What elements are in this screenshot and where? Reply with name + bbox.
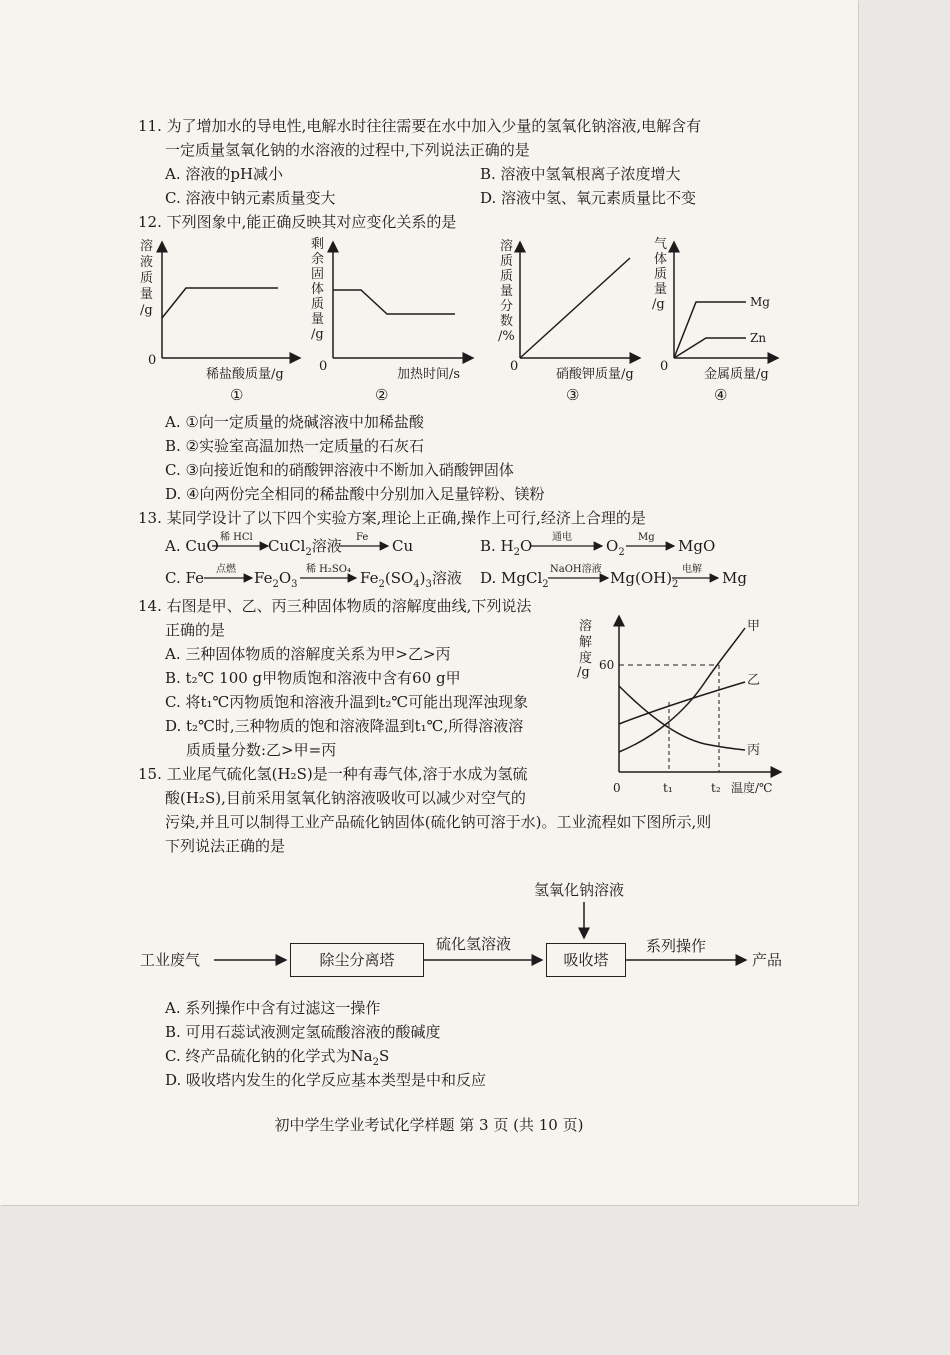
q13-d-product1 [610, 568, 678, 595]
flow-output-label: 产品 [752, 951, 783, 969]
option-text: C. 终产品硫化钠的化学式为Na [165, 1047, 373, 1065]
arrow-condition: 点燃 [216, 564, 236, 575]
q11-option-b: B. 溶液中氢氧根离子浓度增大 [480, 165, 681, 183]
origin-label: 0 [319, 359, 328, 374]
flow-arrow-1 [214, 952, 290, 968]
flow-box-absorber: 吸收塔 [546, 943, 626, 977]
formula: ) [419, 569, 426, 587]
q12-graph-2 [305, 236, 485, 406]
q14-solubility-graph [575, 612, 795, 808]
q13-c-product2 [360, 568, 462, 595]
q11-option-c: C. 溶液中钠元素质量变大 [165, 189, 336, 207]
q12-option-d: D. ④向两份完全相同的稀盐酸中分别加入足量锌粉、镁粉 [165, 485, 545, 503]
y-label: 量 [654, 282, 668, 297]
arrow-condition: 稀 H₂SO₄ [306, 564, 351, 575]
flow-box-dust-separator: 除尘分离塔 [290, 943, 424, 977]
q13-b-product1 [606, 536, 625, 563]
x-label: 稀盐酸质量/g [206, 367, 284, 382]
y-label: 体 [654, 252, 668, 267]
x-label: 硝酸钾质量/g [556, 367, 634, 382]
q11-option-a: A. 溶液的pH减小 [165, 165, 284, 183]
flow-naoh-input: 氢氧化钠溶液 [534, 881, 625, 899]
formula: 溶液 [431, 569, 462, 587]
q11-option-d: D. 溶液中氢、氧元素质量比不变 [480, 189, 697, 207]
q15-stem-line2: 酸(H₂S),目前采用氢氧化钠溶液吸收可以减少对空气的 [165, 789, 526, 807]
q13-a-product1 [268, 536, 342, 563]
y-label: 气 [654, 237, 668, 252]
origin-label: 0 [148, 353, 157, 368]
q14-option-a: A. 三种固体物质的溶解度关系为甲>乙>丙 [165, 645, 451, 663]
formula: Fe [254, 569, 273, 587]
formula: O [606, 537, 619, 555]
y-label: 量 [311, 312, 325, 327]
curve [520, 258, 630, 358]
y-label: 体 [311, 282, 325, 297]
y-label: 溶 [500, 239, 514, 254]
formula: (SO [384, 569, 414, 587]
q11-stem-line1: 11. 为了增加水的导电性,电解水时往往需要在水中加入少量的氢氧化钠溶液,电解含有 [138, 117, 702, 135]
page-footer: 初中学生学业考试化学样题 第 3 页 (共 10 页) [274, 1116, 584, 1134]
arrow-condition: 通电 [552, 532, 572, 543]
graph-number: ③ [566, 386, 580, 404]
curve [333, 290, 455, 314]
curve-label-bing: 丙 [747, 743, 761, 758]
subscript: 2 [305, 547, 312, 558]
q13-option-a [165, 536, 219, 556]
x-tick-t1: t₁ [663, 781, 673, 795]
q13-d-product2: Mg [722, 569, 747, 587]
y-label: 余 [311, 252, 325, 267]
curve [162, 288, 278, 318]
y-label: 液 [140, 255, 154, 270]
arrow-condition: Mg [638, 532, 655, 543]
y-label: /g [311, 327, 324, 342]
q14-option-d-line1: D. t₂℃时,三种物质的饱和溶液降温到t₁℃,所得溶液溶 [165, 717, 524, 735]
q15-option-c [165, 1046, 389, 1073]
formula: O [278, 569, 292, 587]
q12-graph-1 [138, 236, 308, 406]
formula: O [520, 537, 533, 555]
flow-arrow3-label: 系列操作 [646, 937, 707, 955]
q13-d-arrow2 [672, 562, 722, 584]
origin-label: 0 [613, 781, 621, 795]
q13-b-arrow2 [626, 530, 678, 552]
curve-label-zn: Zn [750, 331, 767, 345]
subscript: 2 [672, 579, 679, 590]
q13-c-product1 [254, 568, 298, 595]
y-label: /% [498, 329, 515, 344]
flow-arrow-down [574, 902, 594, 942]
y-tick-60: 60 [599, 658, 615, 672]
y-label: /g [577, 665, 590, 680]
flow-arrow-2 [424, 952, 546, 968]
subscript: 2 [372, 1057, 379, 1068]
graph-number: ① [230, 386, 244, 404]
q13-d-arrow1 [548, 562, 612, 584]
formula: Fe [360, 569, 379, 587]
curve-label-yi: 乙 [747, 673, 761, 688]
subscript: 4 [413, 579, 420, 590]
subscript: 3 [425, 579, 432, 590]
q13-stem: 13. 某同学设计了以下四个实验方案,理论上正确,操作上可行,经济上合理的是 [138, 509, 646, 527]
q15-stem-line1: 15. 工业尾气硫化氢(H₂S)是一种有毒气体,溶于水成为氢硫 [138, 765, 528, 783]
q12-stem: 12. 下列图象中,能正确反映其对应变化关系的是 [138, 213, 457, 231]
flow-arrow-3 [626, 952, 750, 968]
arrow-condition: NaOH溶液 [550, 564, 602, 575]
q14-stem-line2: 正确的是 [165, 621, 226, 639]
q13-a-product2: Cu [392, 537, 414, 555]
x-label: 加热时间/s [397, 367, 461, 382]
x-label: 金属质量/g [704, 367, 769, 382]
q12-graph-3 [498, 236, 648, 406]
q14-option-b: B. t₂℃ 100 g甲物质饱和溶液中含有60 g甲 [165, 669, 461, 687]
graph-number: ④ [714, 386, 728, 404]
q11-stem-line2: 一定质量氢氧化钠的水溶液的过程中,下列说法正确的是 [165, 141, 530, 159]
y-label: 固 [311, 267, 325, 282]
subscript: 3 [291, 579, 298, 590]
origin-label: 0 [510, 359, 519, 374]
curve-zn [674, 338, 746, 358]
q15-option-b: B. 可用石蕊试液测定氢硫酸溶液的酸碱度 [165, 1023, 441, 1041]
q13-a-arrow2 [340, 530, 392, 552]
q14-stem-line1: 14. 右图是甲、乙、丙三种固体物质的溶解度曲线,下列说法 [138, 597, 532, 615]
q13-option-d [480, 568, 549, 595]
q15-stem-line4: 下列说法正确的是 [165, 837, 286, 855]
origin-label: 0 [660, 359, 669, 374]
formula: B. H [480, 537, 514, 555]
curve-mg [674, 302, 746, 358]
y-label: 剩 [311, 237, 325, 252]
flow-input-label: 工业废气 [140, 951, 201, 969]
option-text: S [378, 1047, 390, 1065]
subscript: 2 [378, 579, 385, 590]
q13-b-arrow1 [530, 530, 606, 552]
y-label: /g [652, 297, 665, 312]
y-label: 数 [500, 314, 514, 329]
q13-b-product2: MgO [678, 537, 716, 555]
y-label: 分 [500, 299, 514, 314]
y-label: 量 [500, 284, 514, 299]
y-label: 质 [311, 297, 325, 312]
formula: Mg(OH) [610, 569, 673, 587]
y-label: 质 [500, 254, 514, 269]
q12-option-a: A. ①向一定质量的烧碱溶液中加稀盐酸 [165, 413, 424, 431]
subscript: 2 [513, 547, 521, 558]
y-label: 质 [500, 269, 514, 284]
curve-bing [619, 686, 745, 750]
arrow-condition: 电解 [682, 564, 702, 575]
q15-option-d: D. 吸收塔内发生的化学反应基本类型是中和反应 [165, 1071, 487, 1089]
q13-c-arrow2 [300, 562, 360, 584]
subscript: 2 [272, 579, 279, 590]
q13-option-b [480, 536, 532, 563]
y-label: 解 [579, 635, 593, 650]
flow-arrow2-label: 硫化氢溶液 [436, 935, 512, 953]
y-label: /g [140, 303, 153, 318]
arrow-condition: 稀 HCl [220, 532, 253, 543]
q12-graph-4 [650, 236, 790, 406]
graph-number: ② [375, 386, 389, 404]
x-label: 温度/℃ [731, 781, 773, 795]
reactant: A. CuO [165, 537, 219, 555]
q15-stem-line3: 污染,并且可以制得工业产品硫化钠固体(硫化钠可溶于水)。工业流程如下图所示,则 [165, 813, 712, 831]
arrow-condition: Fe [356, 532, 369, 543]
q12-option-b: B. ②实验室高温加热一定质量的石灰石 [165, 437, 425, 455]
curve-jia [619, 628, 745, 752]
y-label: 度 [579, 651, 593, 666]
q13-option-c: C. Fe [165, 569, 204, 587]
formula: D. MgCl [480, 569, 543, 587]
q12-option-c: C. ③向接近饱和的硝酸钾溶液中不断加入硝酸钾固体 [165, 461, 514, 479]
y-label: 量 [140, 287, 154, 302]
q13-c-arrow1 [204, 562, 256, 584]
curve-label-jia: 甲 [747, 619, 761, 634]
formula: 溶液 [311, 537, 342, 555]
y-label: 溶 [579, 619, 593, 634]
q14-option-d-line2: 质质量分数:乙>甲=丙 [186, 741, 337, 759]
y-label: 质 [140, 271, 154, 286]
curve-label-mg: Mg [750, 295, 770, 309]
formula: CuCl [268, 537, 306, 555]
subscript: 2 [618, 547, 625, 558]
subscript: 2 [542, 579, 549, 590]
y-label: 质 [654, 267, 668, 282]
q13-a-arrow1 [212, 530, 272, 552]
y-label: 溶 [140, 239, 154, 254]
q14-option-c: C. 将t₁℃丙物质饱和溶液升温到t₂℃可能出现浑浊现象 [165, 693, 529, 711]
q15-option-a: A. 系列操作中含有过滤这一操作 [165, 999, 381, 1017]
x-tick-t2: t₂ [711, 781, 721, 795]
